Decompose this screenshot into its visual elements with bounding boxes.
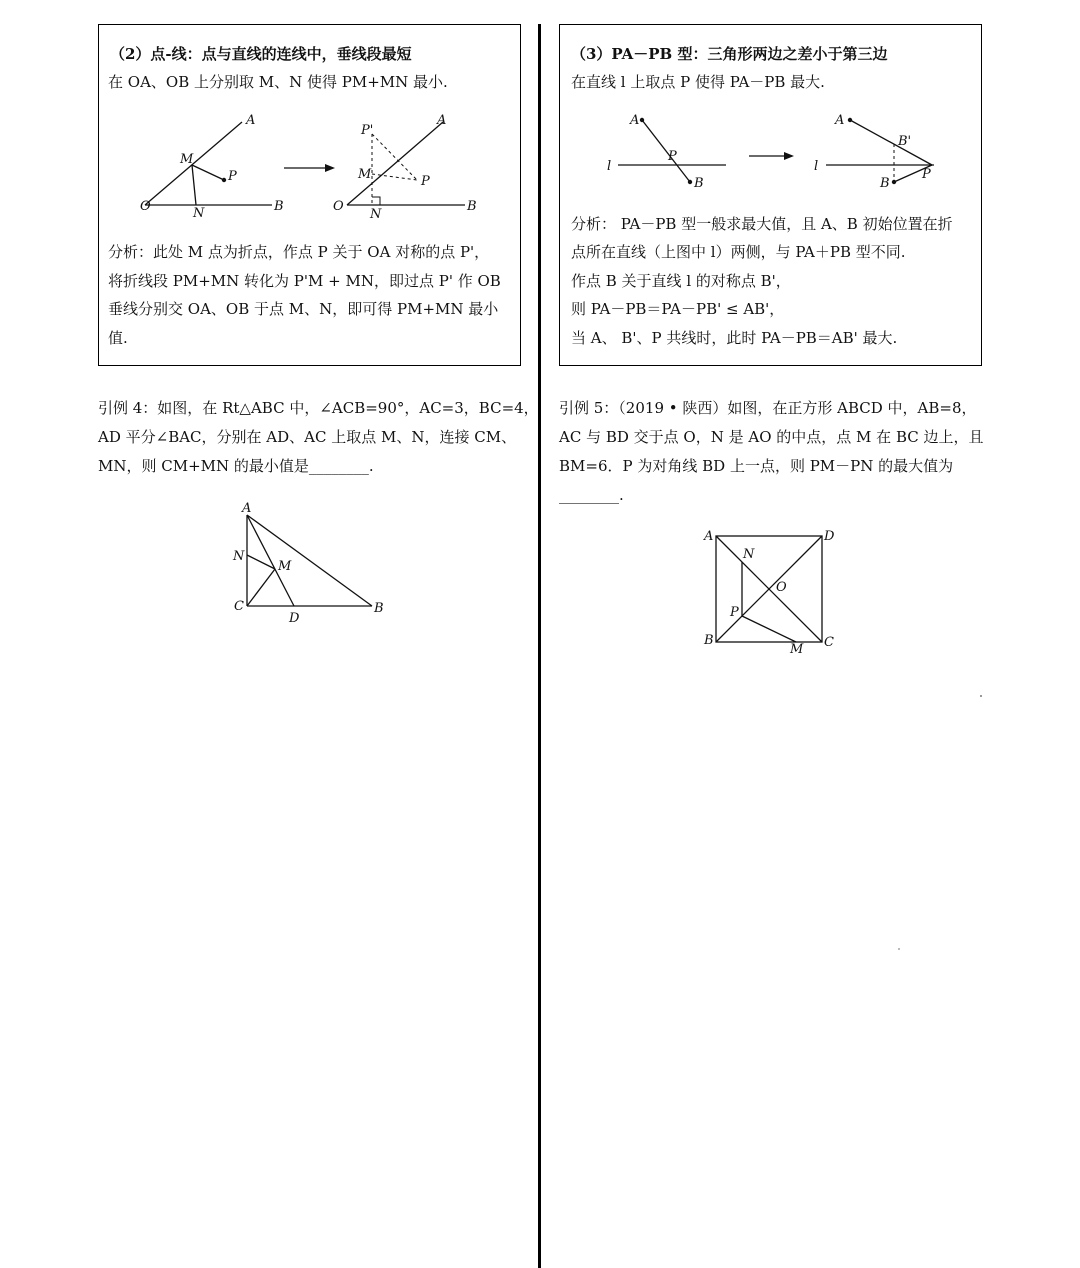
right-analysis-line-2: 点所在直线（上图中 l）两侧，与 PA＋PB 型不同. xyxy=(571,243,906,261)
svg-text:A: A xyxy=(704,529,714,544)
right-fig-after xyxy=(808,108,948,198)
right-fig-before xyxy=(600,108,735,198)
left-fig-before xyxy=(130,110,300,220)
svg-text:D: D xyxy=(289,611,300,626)
left-box-task: 在 OA、OB 上分别取 M、N 使得 PM+MN 最小. xyxy=(108,73,448,91)
svg-text:M: M xyxy=(278,559,292,574)
svg-text:B: B xyxy=(880,176,890,191)
svg-text:P: P xyxy=(730,605,739,620)
left-fig-after xyxy=(325,110,495,220)
svg-text:O: O xyxy=(140,199,151,214)
example5-line-3: BM=6．P 为对角线 BD 上一点，则 PM－PN 的最大值为 xyxy=(559,457,954,475)
svg-text:N: N xyxy=(743,547,755,562)
left-analysis-line-1: 分析：此处 M 点为折点，作点 P 关于 OA 对称的点 P'， xyxy=(108,243,490,261)
svg-text:P: P xyxy=(668,149,677,164)
right-analysis-line-5: 当 A、 B'、P 共线时，此时 PA－PB＝AB' 最大. xyxy=(571,329,898,347)
svg-text:P: P xyxy=(421,174,430,189)
svg-text:P: P xyxy=(228,169,237,184)
svg-text:A: A xyxy=(835,113,845,128)
right-analysis-line-1: 分析： PA－PB 型一般求最大值，且 A、B 初始位置在折 xyxy=(571,215,953,233)
svg-text:M: M xyxy=(358,167,372,182)
svg-text:B: B xyxy=(694,176,704,191)
svg-text:O: O xyxy=(776,580,787,595)
svg-text:B: B xyxy=(374,601,384,616)
svg-text:N: N xyxy=(193,206,205,221)
svg-text:l: l xyxy=(607,159,612,174)
example5-line-2: AC 与 BD 交于点 O，N 是 AO 的中点，点 M 在 BC 边上，且 xyxy=(559,428,984,446)
left-analysis-line-3: 垂线分别交 OA、OB 于点 M、N，即可得 PM+MN 最小 xyxy=(108,300,499,318)
right-analysis-line-3: 作点 B 关于直线 l 的对称点 B'， xyxy=(571,272,791,290)
arrow-right-icon xyxy=(748,150,798,162)
column-divider xyxy=(538,24,541,1268)
page-speck xyxy=(980,695,982,697)
svg-text:l: l xyxy=(814,159,819,174)
example4-line-3: MN，则 CM+MN 的最小值是________. xyxy=(98,457,374,475)
svg-text:D: D xyxy=(824,529,835,544)
example5-line-1: 引例 5：（2019 • 陕西）如图，在正方形 ABCD 中，AB=8， xyxy=(559,399,977,417)
svg-text:P: P xyxy=(922,167,931,182)
right-box-task: 在直线 l 上取点 P 使得 PA－PB 最大. xyxy=(571,73,825,91)
example4-line-2: AD 平分∠BAC，分别在 AD、AC 上取点 M、N，连接 CM、 xyxy=(98,428,517,446)
svg-text:C: C xyxy=(234,599,244,614)
left-analysis-line-2: 将折线段 PM+MN 转化为 P'M + MN，即过点 P' 作 OB xyxy=(108,272,501,290)
svg-text:P': P' xyxy=(361,123,374,138)
svg-text:B: B xyxy=(274,199,284,214)
svg-text:O: O xyxy=(333,199,344,214)
example4-figure xyxy=(228,500,393,630)
example5-line-4: ________. xyxy=(559,486,624,504)
example4-line-1: 引例 4：如图，在 Rt△ABC 中，∠ACB=90°，AC=3，BC=4， xyxy=(98,399,539,417)
svg-text:B: B xyxy=(704,633,714,648)
svg-text:A: A xyxy=(246,113,256,128)
right-box-title: （3）PA－PB 型：三角形两边之差小于第三边 xyxy=(571,45,888,63)
left-box-title: （2）点-线：点与直线的连线中，垂线段最短 xyxy=(110,45,412,63)
example5-figure xyxy=(700,526,845,656)
svg-text:A: A xyxy=(242,501,252,516)
left-analysis-line-4: 值. xyxy=(108,329,128,347)
svg-text:A: A xyxy=(437,113,447,128)
svg-text:M: M xyxy=(790,642,804,657)
svg-text:C: C xyxy=(824,635,834,650)
svg-text:B': B' xyxy=(898,134,912,149)
svg-text:B: B xyxy=(467,199,477,214)
svg-text:N: N xyxy=(370,207,382,222)
svg-text:A: A xyxy=(630,113,640,128)
svg-text:M: M xyxy=(180,152,194,167)
right-analysis-line-4: 则 PA－PB＝PA－PB' ≤ AB'， xyxy=(571,300,785,318)
page-speck xyxy=(898,948,900,950)
svg-text:N: N xyxy=(233,549,245,564)
